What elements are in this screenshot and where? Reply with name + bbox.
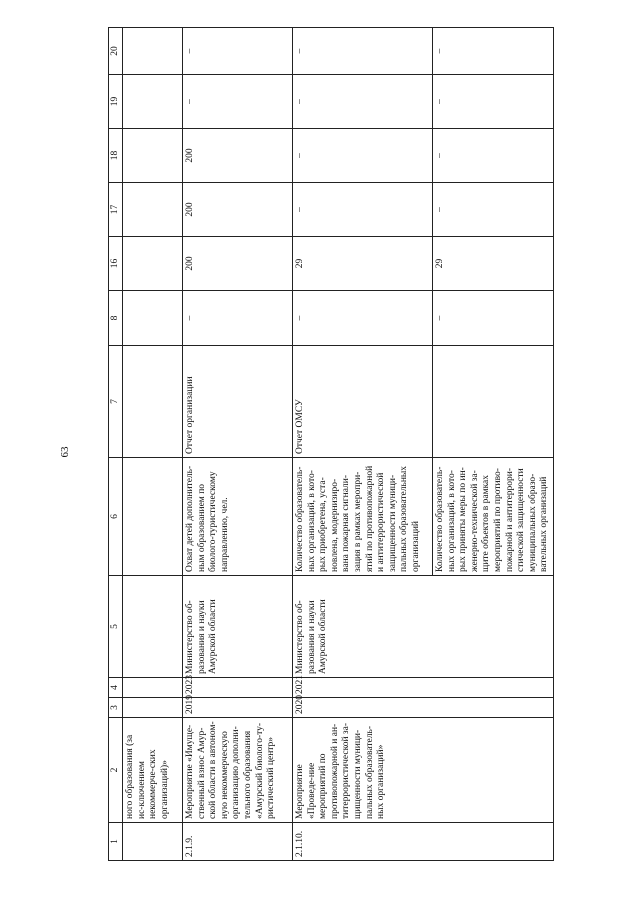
- value-col-16: [123, 237, 183, 291]
- end-year: 2023: [183, 678, 293, 698]
- table-row: [183, 28, 293, 861]
- row-number: 2.1.9.: [183, 823, 293, 861]
- end-year: 2021: [293, 678, 554, 698]
- column-header: 7: [109, 346, 123, 458]
- row-number: [123, 823, 183, 861]
- column-header: 1: [109, 823, 123, 861]
- page-number: 63: [59, 446, 71, 458]
- executor: [123, 576, 183, 678]
- column-header: 4: [109, 678, 123, 698]
- value-col-18: [123, 129, 183, 183]
- source: Отчет ОМСУ: [293, 346, 433, 458]
- document-table-wrapper: [108, 28, 550, 861]
- value-col-8: –: [293, 291, 433, 346]
- column-number-row: [109, 28, 123, 861]
- start-year: 2020: [293, 698, 554, 718]
- column-header: 20: [109, 28, 123, 75]
- column-header: 2: [109, 718, 123, 823]
- end-year: [123, 678, 183, 698]
- event-name: Мероприятие «Имуще-ственный взнос Амур-ской области в автоном-ную некоммерческую организацию дополни-тельного образования «Амурский биолого-ту-ристический центр»: [183, 718, 293, 823]
- value-col-16: 29: [293, 237, 433, 291]
- value-col-18: –: [433, 129, 554, 183]
- indicator: [123, 458, 183, 576]
- value-col-19: –: [293, 75, 433, 129]
- value-col-19: –: [433, 75, 554, 129]
- start-year: [123, 698, 183, 718]
- value-col-17: 200: [183, 183, 293, 237]
- value-col-8: [123, 291, 183, 346]
- column-header: 8: [109, 291, 123, 346]
- value-col-18: 200: [183, 129, 293, 183]
- value-col-18: –: [293, 129, 433, 183]
- column-header: 16: [109, 237, 123, 291]
- source: [433, 346, 554, 458]
- indicator: Количество образователь-ных организаций, в кото-рых приняты меры по ин-женерно-технической за-щите объектов в рамках мероприятий по противо-пожарной и антитеррори-стической защищенности муниципальных образо-вательных организаций: [433, 458, 554, 576]
- indicator: Охват детей дополнитель-ным образованием по биолого-туристическому направлению, чел.: [183, 458, 293, 576]
- value-col-19: –: [183, 75, 293, 129]
- value-col-17: [123, 183, 183, 237]
- value-col-20: –: [183, 28, 293, 75]
- value-col-19: [123, 75, 183, 129]
- value-col-17: –: [293, 183, 433, 237]
- column-header: 5: [109, 576, 123, 678]
- executor: Министерство об-разования и науки Амурской области: [293, 576, 554, 678]
- source: [123, 346, 183, 458]
- table-row: [123, 28, 183, 861]
- row-number: 2.1.10.: [293, 823, 554, 861]
- value-col-16: 29: [433, 237, 554, 291]
- executor: Министерство об-разования и науки Амурской области: [183, 576, 293, 678]
- source: Отчет организации: [183, 346, 293, 458]
- table-row: [293, 28, 433, 861]
- value-col-16: 200: [183, 237, 293, 291]
- value-col-20: –: [293, 28, 433, 75]
- value-col-20: –: [433, 28, 554, 75]
- event-name: ного образования (за ис-ключением некоммерче-ских организаций)»: [123, 718, 183, 823]
- value-col-8: –: [183, 291, 293, 346]
- value-col-17: –: [433, 183, 554, 237]
- column-header: 17: [109, 183, 123, 237]
- start-year: 2019: [183, 698, 293, 718]
- column-header: 6: [109, 458, 123, 576]
- indicator: Количество образователь-ных организаций, в кото-рых приобретена, уста-новлена, модернизиро-вана пожарная сигнали-зация в рамках меропри-ятий по противопожарной и антитеррористической защищенности муници-пальных образовательных организаций: [293, 458, 433, 576]
- column-header: 19: [109, 75, 123, 129]
- column-header: 3: [109, 698, 123, 718]
- event-name: Мероприятие «Проведе-ние мероприятий по противопожарной и ан-титеррористической за-щищенности муници-пальных образователь-ных организаций»: [293, 718, 554, 823]
- value-col-20: [123, 28, 183, 75]
- column-header: 18: [109, 129, 123, 183]
- value-col-8: –: [433, 291, 554, 346]
- document-table: [108, 27, 554, 861]
